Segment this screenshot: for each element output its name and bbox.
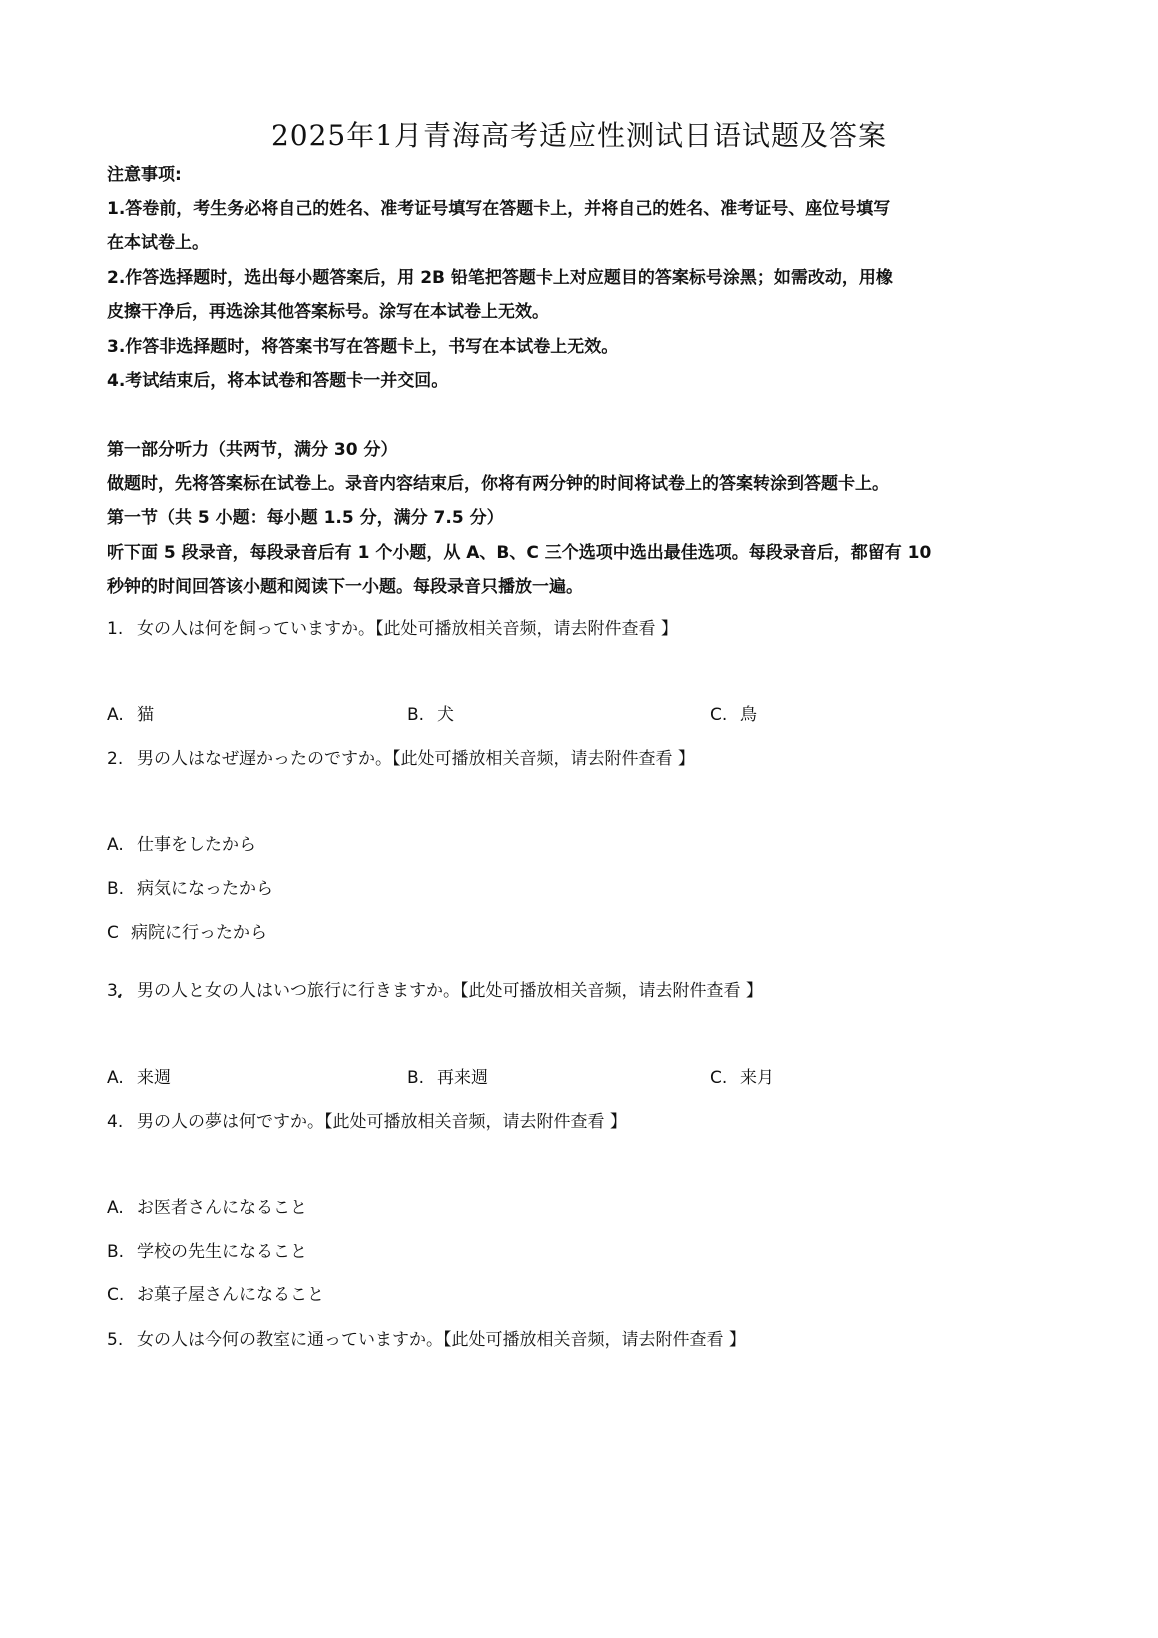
question-number: 1. [107, 619, 124, 639]
option-c: C. 来月 [710, 1068, 774, 1088]
option-a: A. 来週 [107, 1068, 171, 1088]
notice-line: 在本试卷上。 [107, 233, 209, 253]
question-number: 4. [107, 1112, 124, 1132]
option-b: B. 学校の先生になること [107, 1242, 307, 1262]
question-number: 5. [107, 1330, 124, 1350]
option-c: C. お菓子屋さんになること [107, 1285, 324, 1305]
option-b: B. 再来週 [407, 1068, 488, 1088]
option-b: B. 病気になったから [107, 879, 273, 899]
notice-line: 2.作答选择题时，选出每小题答案后，用 2B 铅笔把答题卡上对应题目的答案标号涂黑；如需改动，用橡 [107, 268, 893, 288]
question-text: 女の人は何を飼っていますか。【此处可播放相关音频，请去附件查看 】 [137, 619, 678, 639]
question-4 [107, 1110, 1067, 1134]
question-number: 2. [107, 749, 124, 769]
part1-heading: 第一部分听力（共两节，满分 30 分） [107, 440, 398, 460]
question-text: 男の人の夢は何ですか。【此处可播放相关音频，请去附件查看 】 [137, 1112, 627, 1132]
question-1 [107, 617, 1067, 641]
question-5 [107, 1328, 1067, 1352]
part1-instruction: 做题时，先将答案标在试卷上。录音内容结束后，你将有两分钟的时间将试卷上的答案转涂到答题卡上。 [107, 474, 889, 494]
option-b: B. 犬 [407, 705, 454, 725]
section1-directions: 秒钟的时间回答该小题和阅读下一小题。每段录音只播放一遍。 [107, 577, 583, 597]
notice-line: 3.作答非选择题时，将答案书写在答题卡上，书写在本试卷上无效。 [107, 337, 619, 357]
question-text: 男の人はなぜ遅かったのですか。【此处可播放相关音频，请去附件查看 】 [137, 749, 695, 769]
option-c: C 病院に行ったから [107, 923, 267, 943]
option-a: A. 猫 [107, 705, 154, 725]
notice-line: 1.答卷前，考生务必将自己的姓名、准考证号填写在答题卡上，并将自己的姓名、准考证号、座位号填写 [107, 199, 891, 219]
notice-line: 4.考试结束后，将本试卷和答题卡一并交回。 [107, 371, 449, 391]
page-title: 2025年1月青海高考适应性测试日语试题及答案 [270, 119, 888, 152]
question-text: 男の人と女の人はいつ旅行に行きますか。【此处可播放相关音频，请去附件查看 】 [137, 981, 763, 1001]
option-c: C. 鳥 [710, 705, 757, 725]
notice-heading: 注意事项: [107, 165, 182, 185]
question-2 [107, 747, 1067, 771]
question-text: 女の人は今何の教室に通っていますか。【此处可播放相关音频，请去附件查看 】 [137, 1330, 746, 1350]
notice-line: 皮擦干净后，再选涂其他答案标号。涂写在本试卷上无效。 [107, 302, 549, 322]
question-number: 3. [107, 981, 124, 1001]
question-3 [107, 979, 1067, 1003]
section1-directions: 听下面 5 段录音，每段录音后有 1 个小题，从 A、B、C 三个选项中选出最佳选项。每段录音后，都留有 10 [107, 543, 932, 563]
option-a: A. 仕事をしたから [107, 835, 256, 855]
section1-heading: 第一节（共 5 小题：每小题 1.5 分，满分 7.5 分） [107, 508, 504, 528]
option-a: A. お医者さんになること [107, 1198, 307, 1218]
